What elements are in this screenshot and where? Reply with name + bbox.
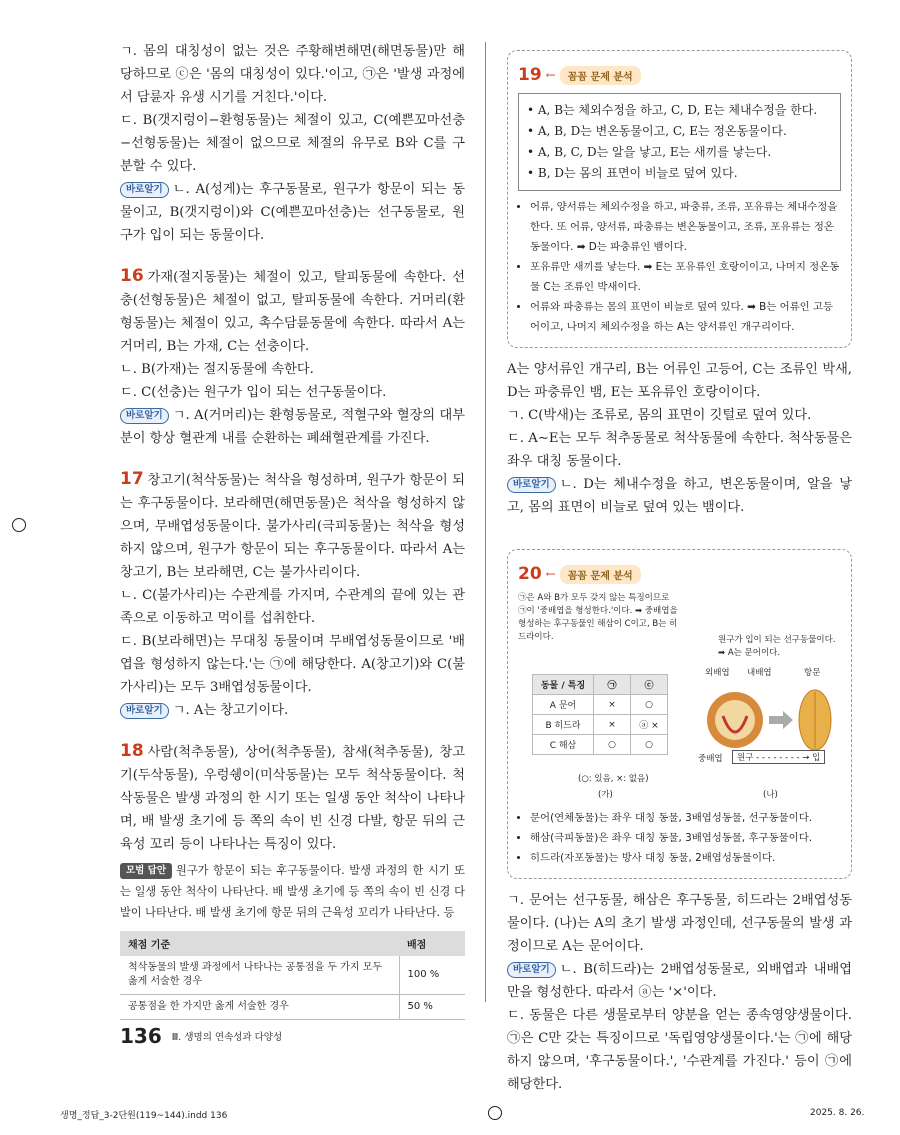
analysis-bullets <box>518 808 841 868</box>
figure-note: ㉠은 A와 B가 모두 갖지 않는 특징이므로 ㉠이 '중배엽을 형성한다.'이다. ➡ 중배엽을 형성하는 후구동물인 해삼이 C이고, B는 히드라이다. <box>518 593 678 642</box>
answer-text: ㄴ. C(불가사리)는 수관계를 가지며, 수관계의 끝에 있는 관족으로 이동하고 먹이를 섭취한다. <box>120 588 465 626</box>
model-answer-badge: 모범 답안 <box>120 863 172 879</box>
question-number: 20 <box>518 564 542 584</box>
caption-ga: (가) <box>598 790 613 800</box>
answer-text: ㄴ. B(가재)는 절지동물에 속한다. <box>120 362 314 377</box>
list-item: • 문어(연체동물)는 좌우 대칭 동물, 3배엽성동물, 선구동물이다. <box>530 808 841 828</box>
print-date: 2025. 8. 26. <box>810 1108 865 1118</box>
right-column <box>507 50 852 1096</box>
grade-head-score: 배점 <box>399 931 465 956</box>
answer-text: ㄷ. 동물은 다른 생물로부터 양분을 얻는 종속영양생물이다. ㉠은 C만 갖는 특징이므로 '독립영양생물이다.'는 ㉠에 해당하지 않으며, '후구동물이다.', '수관계를 가진다.' 등이 ㉠에 해당한다. <box>507 1008 852 1092</box>
registration-mark <box>12 518 26 532</box>
figure-note: 원구가 입이 되는 선구동물이다. ➡ A는 문어이다. <box>718 635 836 658</box>
list-item: • 어류, 양서류는 체외수정을 하고, 파충류, 조류, 포유류는 체내수정을 한다. 또 어류, 양서류, 파충류는 변온동물이고, 조류, 포유류는 정온동물이다. ➡ D는 파충류인 뱀이다. <box>530 197 841 257</box>
analysis-box-20 <box>507 549 852 879</box>
table-row: C 해삼 ○ ○ <box>533 735 668 755</box>
page-number: 136 <box>120 1024 162 1048</box>
table-row: 공통점을 한 가지만 옳게 서술한 경우 50 % <box>120 995 465 1020</box>
answer-text: ㄷ. B(갯지렁이−환형동물)는 체절이 있고, C(예쁜꼬마선충−선형동물)는 체절이 없으므로 체절의 유무로 B와 C를 구분할 수 있다. <box>120 113 465 174</box>
left-column <box>120 40 465 1020</box>
table-legend: (○: 있음, ×: 없음) <box>578 774 649 784</box>
answer-text: ㄷ. B(보라해면)는 무대칭 동물이며 무배엽성동물이므로 '배엽을 형성하지 않는다.'는 ㉠에 해당한다. A(창고기)와 C(불가사리)는 모두 3배엽성동물이다. <box>120 634 465 695</box>
table-row: B 히드라 × ⓐ × <box>533 715 668 735</box>
question-17: 17 창고기(척삭동물)는 척삭을 형성하며, 원구가 항문이 되는 후구동물이다. 보라해면(해면동물)은 척삭을 형성하지 않으며, 무배엽성동물이다. 불가사리(극피동물)는 척삭을 형성하지 않으며, 원구가 항문이 되는 후구동물이다. 따라서 A는 창고기, B는 보라해면, C는 불가사리이다. <box>120 469 465 580</box>
answer-text: ㄱ. C(박새)는 조류로, 몸의 표면이 깃털로 덮여 있다. <box>507 408 812 423</box>
analysis-tag: 꼼꼼 문제 분석 <box>560 66 641 85</box>
answer-text: 바로알기 ㄱ. A(거머리)는 환형동물로, 적혈구와 혈장의 대부분이 항상 혈관계 내를 순환하는 폐쇄혈관계를 가진다. <box>120 408 465 446</box>
problem-conditions: • A, B는 체외수정을 하고, C, D, E는 체내수정을 한다. • A, B, D는 변온동물이고, C, E는 정온동물이다. • A, B, C, D는 알을 낳고, E는 새끼를 낳는다. • B, D는 몸의 표면이 비늘로 덮여 있다. <box>518 93 841 191</box>
question-16: 16 가재(절지동물)는 체절이 있고, 탈피동물에 속한다. 선충(선형동물)은 체절이 없고, 탈피동물에 속한다. 거머리(환형동물)는 체절이 있고, 촉수담륜동물에 속한다. 따라서 A는 거머리, B는 가재, C는 선충이다. <box>120 266 465 354</box>
arrow-icon: ← <box>545 68 556 82</box>
answer-text: A는 양서류인 개구리, B는 어류인 고등어, C는 조류인 박새, D는 파충류인 뱀, E는 포유류인 호랑이이다. <box>507 362 852 400</box>
figure-20: ㉠은 A와 B가 모두 갖지 않는 특징이므로 ㉠이 '중배엽을 형성한다.'이다. ➡ 중배엽을 형성하는 후구동물인 해삼이 C이고, B는 히드라이다. 원구가 입이 되는 선구동물이다. ➡ A는 문어이다. 동물 / 특징 ㉠ ⓒ A 문어 × ○ B 히드라 × ⓐ × C 해삼 ○ ○ (○: 있음, ×: 없음) (가) (나) 외배엽 내배엽 항문 중배엽 원구 - - - - - - - - → 입 <box>518 592 841 802</box>
question-number: 17 <box>120 469 144 489</box>
correction-badge: 바로알기 <box>120 408 169 424</box>
answer-text: ㄷ. A∼E는 모두 척추동물로 척삭동물에 속한다. 척삭동물은 좌우 대칭 동물이다. <box>507 431 852 469</box>
table-row: A 문어 × ○ <box>533 695 668 715</box>
grade-head-criteria: 채점 기준 <box>120 931 399 956</box>
list-item: • 해삼(극피동물)은 좌우 대칭 동물, 3배엽성동물, 후구동물이다. <box>530 828 841 848</box>
list-item: • 어류와 파충류는 몸의 표면이 비늘로 덮여 있다. ➡ B는 어류인 고등어이고, 나머지 체외수정을 하는 A는 양서류인 개구리이다. <box>530 297 841 337</box>
analysis-box-19 <box>507 50 852 348</box>
correction-badge: 바로알기 <box>120 703 169 719</box>
table-row: 척삭동물의 발생 과정에서 나타나는 공통점을 두 가지 모두 옳게 서술한 경우 100 % <box>120 956 465 995</box>
answer-text: 바로알기 ㄴ. D는 체내수정을 하고, 변온동물이며, 알을 낳고, 몸의 표면이 비늘로 덮여 있는 뱀이다. <box>507 477 852 515</box>
correction-badge: 바로알기 <box>507 962 556 978</box>
caption-na: (나) <box>763 790 778 800</box>
list-item: • 히드라(자포동물)는 방사 대칭 동물, 2배엽성동물이다. <box>530 848 841 868</box>
analysis-bullets <box>518 197 841 337</box>
chapter-title: Ⅲ. 생명의 연속성과 다양성 <box>171 1032 283 1043</box>
registration-mark <box>488 1106 502 1120</box>
correction-badge: 바로알기 <box>507 477 556 493</box>
model-answer: 모범 답안 원구가 항문이 되는 후구동물이다. 발생 과정의 한 시기 또는 일생 동안 척삭이 나타난다. 배 발생 초기에 등 쪽의 속이 빈 신경 다발이 나타난다. 배 발생 초기에 항문 뒤의 근육성 꼬리가 나타난다. 등 <box>120 864 465 919</box>
question-18: 18 사람(척추동물), 상어(척추동물), 참새(척추동물), 창고기(두삭동물), 우렁쉥이(미삭동물)는 모두 척삭동물이다. 척삭동물은 발생 과정의 한 시기 또는 일생 동안 척삭이 나타나며, 배 발생 초기에 등 쪽의 속이 빈 신경 다발, 항문 뒤의 근육성 꼬리 등이 나타나는 특징이 있다. <box>120 741 465 852</box>
analysis-tag: 꼼꼼 문제 분석 <box>560 565 641 584</box>
question-number: 18 <box>120 741 144 761</box>
list-item: • 포유류만 새끼를 낳는다. ➡ E는 포유류인 호랑이이고, 나머지 정온동물 C는 조류인 박새이다. <box>530 257 841 297</box>
question-number: 19 <box>518 65 542 85</box>
correction-badge: 바로알기 <box>120 182 169 198</box>
page-footer <box>120 1024 282 1048</box>
feature-table: 동물 / 특징 ㉠ ⓒ A 문어 × ○ B 히드라 × ⓐ × C 해삼 ○ ○ <box>532 674 668 755</box>
file-info: 생명_정답_3-2단원(119~144).indd 136 <box>60 1111 228 1121</box>
answer-text: 바로알기 ㄴ. B(히드라)는 2배엽성동물로, 외배엽과 내배엽만을 형성한다. 따라서 ⓐ는 '×'이다. <box>507 962 852 1000</box>
arrow-icon <box>769 711 793 729</box>
column-divider <box>485 42 486 1002</box>
answer-text: ㄱ. 문어는 선구동물, 해삼은 후구동물, 히드라는 2배엽성동물이다. (나)는 A의 초기 발생 과정인데, 선구동물의 발생 과정이므로 A는 문어이다. <box>507 893 852 954</box>
answer-text: ㄷ. C(선충)는 원구가 입이 되는 선구동물이다. <box>120 385 387 400</box>
answer-text: 바로알기 ㄱ. A는 창고기이다. <box>120 699 465 722</box>
arrow-icon: ← <box>545 567 556 581</box>
answer-text: ㄱ. 몸의 대칭성이 없는 것은 주황해변해면(해면동물)만 해당하므로 ⓒ은 '몸의 대칭성이 있다.'이고, ㉠은 '발생 과정에서 담륜자 유생 시기를 거친다.'이다. <box>120 44 465 105</box>
grading-table <box>120 931 465 1020</box>
answer-text: 바로알기 ㄴ. A(성게)는 후구동물로, 원구가 항문이 되는 동물이고, B(갯지렁이)와 C(예쁜꼬마선충)는 선구동물로, 원구가 입이 되는 동물이다. <box>120 182 465 243</box>
question-number: 16 <box>120 266 144 286</box>
